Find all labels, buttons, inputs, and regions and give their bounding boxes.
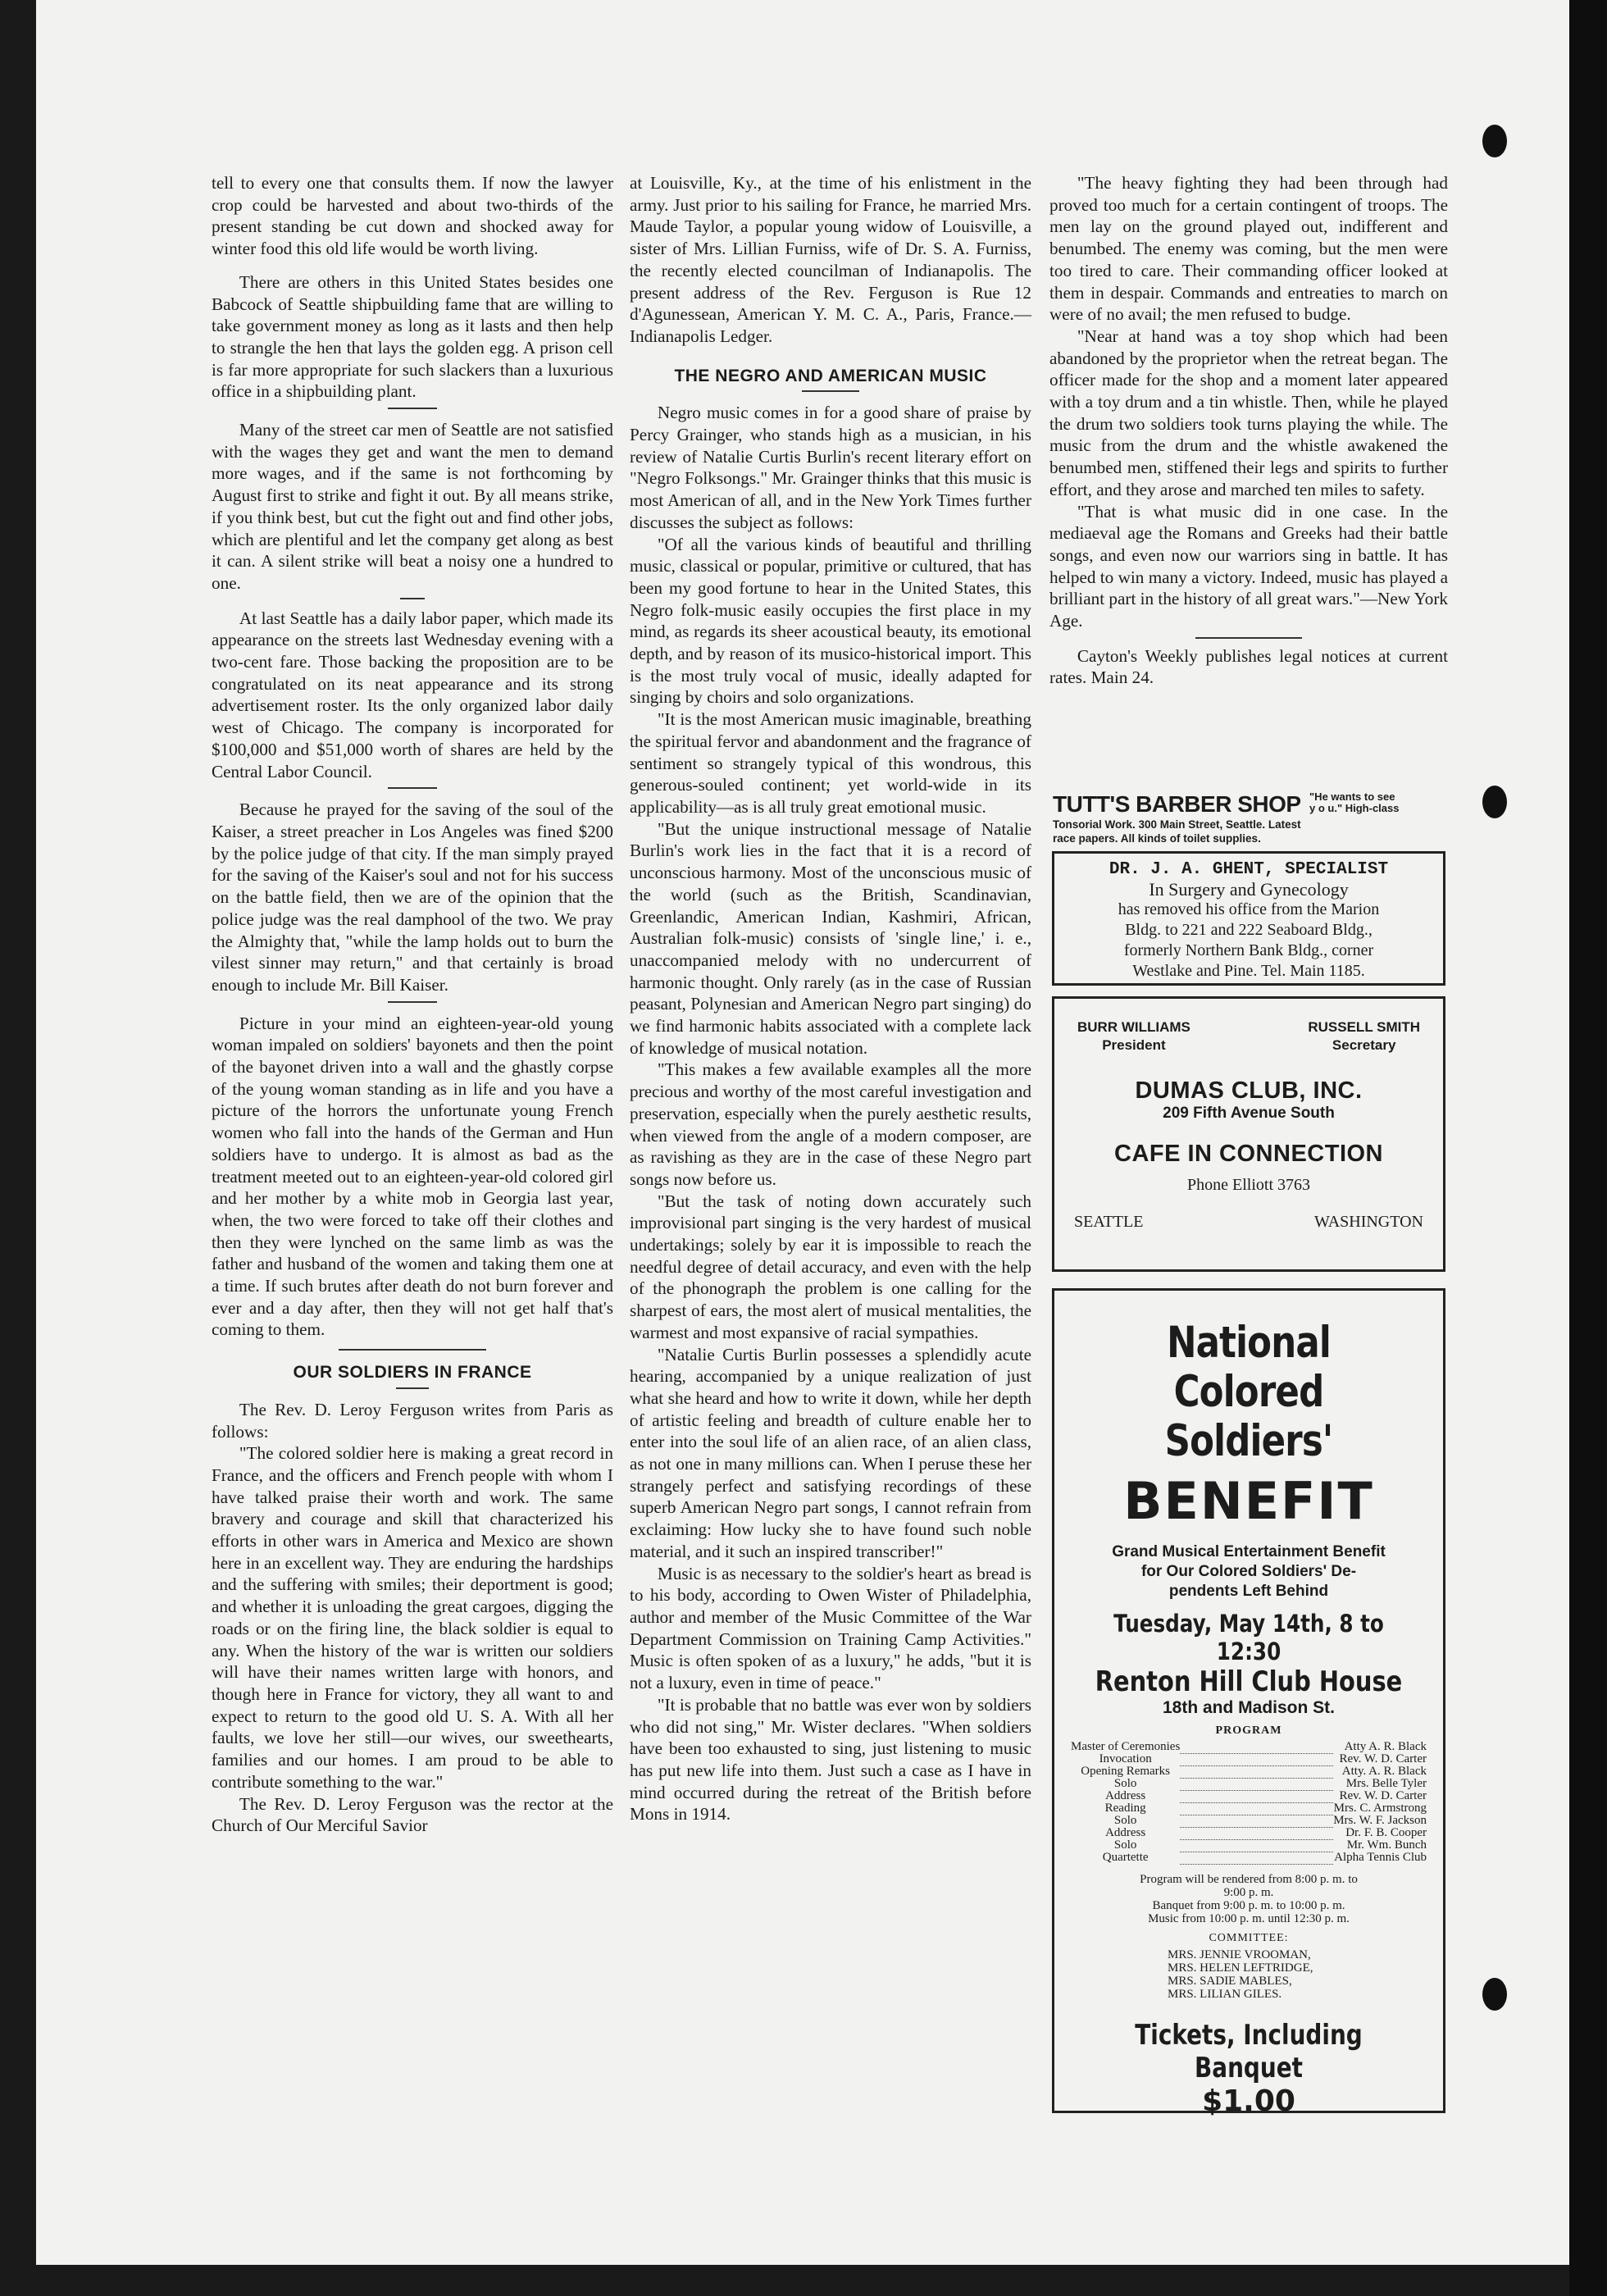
benefit-venue: Renton Hill Club House — [1095, 1665, 1403, 1698]
article-paragraph: "This makes a few available examples all the more precious and worthy of the most careful investigation and preservation, especially when the purely aesthetic results, when viewed from the angle of a modern composer, are as ravishing as they are in the case of these Negro part songs now before us. — [630, 1059, 1031, 1189]
benefit-title: Soldiers' — [1164, 1416, 1333, 1466]
committee-member: MRS. JENNIE VROOMAN, — [1168, 1947, 1311, 1961]
separator-rule — [1195, 637, 1302, 639]
article-paragraph: "But the task of noting down accurately such improvisional part singing is the very hardest of musical undertakings; solely by ear it is impossible to reach the needful degree of detail accuracy, and even with the help of the phonograph the problem is one calling for the sharpest of ears, the most alert of musical mentalities, the warmest and most expansive of racial sympathies. — [630, 1191, 1031, 1342]
article-paragraph: "It is the most American music imaginable, breathing the spiritual fervor and abandonment and the fragrance of sentiment so strangely typical of this wondrous, this generous-souled continent; yet world-wide in its applicability—as is all truly great emotional music. — [630, 709, 1031, 817]
program-leader-dots — [1180, 1827, 1333, 1839]
article-paragraph: "Near at hand was a toy shop which had been abandoned by the proprietor when the retreat began. The officer made for the shop and a moment later appeared with a toy drum and a tin whistle. Then, while he played the drum two soldiers took turns playing the while. The music from the drum and the whistle awakened the benumbed men, stiffened their legs and spirits to further effort, and they arose and marched ten miles to safety. — [1049, 326, 1448, 499]
ad-text: has removed his office from the Marion — [1118, 900, 1380, 918]
program-leader-dots — [1180, 1839, 1333, 1852]
program-table — [1071, 1741, 1427, 1865]
club-address: 209 Fifth Avenue South — [1163, 1105, 1335, 1122]
program-row — [1071, 1765, 1427, 1778]
punch-hole — [1482, 125, 1507, 157]
article-paragraph: "Natalie Curtis Burlin possesses a splendidly acute hearing, accompanied by a unique realization of just what she heard and how to write it down, while her depth of artistic feeling and breadth of culture enable her to enter into the soul life of an alien race, of an alien class, as not one in many millions can. When I peruse these her strangely perfect and satisfying recordings of these superb American Negro part songs, I cannot refrain from exclaiming: How lucky she to have found such noble material, and it such an inspired transcriber!" — [630, 1344, 1031, 1561]
ad-text: formerly Northern Bank Bldg., corner — [1123, 941, 1374, 959]
column-1 — [212, 172, 613, 1837]
program-row — [1071, 1839, 1427, 1852]
program-row — [1071, 1790, 1427, 1802]
program-performer: Rev. W. D. Carter — [1339, 1789, 1427, 1802]
benefit-venue-address: 18th and Madison St. — [1162, 1698, 1336, 1717]
program-performer: Mrs. W. F. Jackson — [1333, 1814, 1427, 1827]
benefit-description: Grand Musical Entertainment Benefit — [1112, 1543, 1386, 1560]
barber-shop-ad — [1053, 791, 1450, 845]
ad-title: DR. J. A. GHENT, SPECIALIST — [1109, 860, 1389, 879]
program-leader-dots — [1180, 1815, 1333, 1827]
article-paragraph: "That is what music did in one case. In the mediaeval age the Romans and Greeks had their battle songs, and even now our warriors sing in battle. It has helped to win many a victory. Indeed, music has played a brilliant part in the history of all great wars."—New York Age. — [1049, 501, 1448, 631]
ad-slogan-line: "He wants to see — [1309, 790, 1395, 803]
article-paragraph: The Rev. D. Leroy Ferguson writes from Paris as follows: — [212, 1399, 613, 1442]
program-row — [1071, 1778, 1427, 1790]
punch-hole — [1482, 786, 1507, 818]
program-item: Reading — [1104, 1802, 1146, 1815]
program-leader-dots — [1180, 1778, 1333, 1790]
program-row — [1071, 1827, 1427, 1839]
committee-label: COMMITTEE: — [1209, 1931, 1289, 1944]
times-line: Banquet from 9:00 p. m. to 10:00 p. m. — [1152, 1898, 1345, 1912]
scan-edge — [1569, 0, 1607, 2296]
program-row — [1071, 1815, 1427, 1827]
program-performer: Rev. W. D. Carter — [1339, 1752, 1427, 1765]
officer-title: President — [1102, 1037, 1166, 1053]
ticket-price: $1.00 — [1202, 2084, 1295, 2118]
program-performer: Mr. Wm. Bunch — [1346, 1838, 1427, 1852]
program-performer: Atty. A. R. Black — [1341, 1765, 1427, 1778]
program-leader-dots — [1180, 1741, 1333, 1753]
ad-text: Westlake and Pine. Tel. Main 1185. — [1132, 962, 1365, 980]
article-paragraph: "The colored soldier here is making a great record in France, and the officers and French people with whom I have talked praise their worth and work. The same bravery and courage and skill that characterized his efforts in other wars in America and Mexico are shown here in an excellent way. They are enduring the hardships and the suffering with smiles; their deportment is good; and whether it is unloading the great cargoes, digging the roads or on the firing line, the black soldier is equal to any. When the history of the war is written our soldiers will have their names written large with honors, and though here in France for victory, they all want to and expect to return to the good old U. S. A. With all her faults, we love her still—our wives, our sweethearts, families and our homes. I am proud to be able to contribute something to the war." — [212, 1443, 613, 1792]
times-line: Music from 10:00 p. m. until 12:30 p. m. — [1148, 1911, 1350, 1925]
heading-rule — [396, 1387, 429, 1389]
program-item: Address — [1105, 1826, 1146, 1839]
column-3 — [1049, 172, 1448, 689]
times-line: 9:00 p. m. — [1223, 1885, 1274, 1899]
program-item: Invocation — [1099, 1752, 1152, 1765]
ad-slogan-line: y o u." High-class — [1309, 802, 1400, 814]
ad-text: Bldg. to 221 and 222 Seaboard Bldg., — [1125, 921, 1373, 939]
program-label: PROGRAM — [1215, 1724, 1282, 1737]
section-heading: OUR SOLDIERS IN FRANCE — [293, 1363, 532, 1383]
article-paragraph: "But the unique instructional message of Natalie Burlin's work lies in the fact that it is a record of unconscious harmony. Most of the unconscious music of the world (such as the British, Scandinavian, Greenlandic, American Indian, Kashmiri, African, Australian folk-music) consists of 'single line,' i. e., unaccompanied melody with no undercurrent of harmonic thought. Only rarely (as in the case of Russian peasant, Polynesian and American Negro part singing) do we find harmonic habits associated with a complete lack of knowledge of musical notation. — [630, 818, 1031, 1058]
article-paragraph: "Of all the various kinds of beautiful and thrilling music, classical or popular, primitive or cultured, that has been my good fortune to hear in the United States, this Negro folk-music easily occupies the first place in my mind, as regards its sheer acoustical beauty, its emotional depth, and by reason of its musico-historical import. This is the most truly vocal of music, ideally adapted for singing by choirs and solo organizations. — [630, 534, 1031, 708]
committee-list — [1054, 1948, 1443, 2001]
separator-rule — [339, 1349, 486, 1351]
committee-member: MRS. LILIAN GILES. — [1168, 1987, 1282, 2001]
times-line: Program will be rendered from 8:00 p. m. to — [1140, 1872, 1358, 1886]
program-row — [1071, 1852, 1427, 1864]
benefit-date: Tuesday, May 14th, 8 to 12:30 — [1113, 1610, 1384, 1665]
article-paragraph: "It is probable that no battle was ever won by soldiers who did not sing," Mr. Wister declares. "When soldiers have been too exhausted to sing, just listening to music has put new life into them. Just such a case as I have in mind occurred during the retreat of the British before Mons in 1914. — [630, 1694, 1031, 1824]
article-paragraph: tell to every one that consults them. If now the lawyer crop could be harvested and about two-thirds of the present standing be cut down and shocked away for winter food this old life would be worth living. — [212, 173, 613, 259]
club-city: SEATTLE — [1074, 1213, 1144, 1231]
program-performer: Dr. F. B. Cooper — [1345, 1826, 1427, 1839]
benefit-title: National Colored — [1167, 1318, 1331, 1417]
program-item: Solo — [1113, 1777, 1137, 1790]
heading-rule — [802, 390, 859, 392]
punch-hole — [1482, 1978, 1507, 2011]
committee-member: MRS. HELEN LEFTRIDGE, — [1168, 1961, 1313, 1975]
committee-member: MRS. SADIE MABLES, — [1168, 1974, 1292, 1988]
separator-rule — [400, 598, 425, 599]
program-times — [1054, 1873, 1443, 1925]
separator-rule — [388, 1001, 437, 1003]
program-performer: Alpha Tennis Club — [1334, 1851, 1427, 1864]
ad-slogan — [1309, 791, 1399, 814]
doctor-ad — [1052, 851, 1445, 986]
benefit-ad — [1052, 1288, 1445, 2118]
program-performer: Atty A. R. Black — [1344, 1740, 1427, 1753]
dumas-club-ad — [1052, 996, 1445, 1272]
program-leader-dots — [1180, 1753, 1333, 1765]
program-item: Opening Remarks — [1081, 1765, 1171, 1778]
tickets-label: Tickets, Including Banquet — [1135, 2018, 1363, 2084]
officer-name: BURR WILLIAMS — [1077, 1019, 1190, 1035]
article-paragraph: Negro music comes in for a good share of praise by Percy Grainger, who stands high as a musician, in his review of Natalie Curtis Burlin's recent literary effort on "Negro Folksongs." Mr. Grainger thinks that this music is most American of all, and in the New York Times further discusses the subject as follows: — [630, 403, 1031, 532]
club-state: WASHINGTON — [1314, 1213, 1423, 1231]
program-item: Quartette — [1102, 1851, 1149, 1864]
program-row — [1071, 1741, 1427, 1753]
program-performer: Mrs. Belle Tyler — [1345, 1777, 1427, 1790]
article-paragraph: Many of the street car men of Seattle are not satisfied with the wages they get and want the men to demand more wages, and if the same is not forthcoming by August first to strike and fight it out. By all means strike, if you think best, but cut the fight out and find other jobs, which are plentiful and let the company get along as best it can. A silent strike will beat a noisy one a hundred to one. — [212, 420, 613, 593]
ad-text: race papers. All kinds of toilet supplies. — [1053, 832, 1261, 845]
article-paragraph: Because he prayed for the saving of the soul of the Kaiser, a street preacher in Los Angeles was fined $200 by the police judge of that city. If the man simply prayed for the saving of the Kaiser's soul and not for his success on the battle field, then we are of the opinion that the police judge was the real damphool of the two. We pray the Almighty that, "while the lamp holds out to burn the vilest sinner may return," and that certainly is broad enough to include Mr. Bill Kaiser. — [212, 800, 613, 995]
officer-president — [1077, 1018, 1190, 1055]
benefit-headline: BENEFIT — [1123, 1471, 1374, 1531]
program-item: Master of Ceremonies — [1071, 1740, 1181, 1753]
article-paragraph: At last Seattle has a daily labor paper, which made its appearance on the streets last Wednesday evening with a two-cent fare. Those backing the proposition are to be congratulated on its neat appearance and its strong advertisement roster. Its the only organized labor daily west of Chicago. The company is incorporated for $100,000 and $51,000 worth of shares are held by the Central Labor Council. — [212, 608, 613, 781]
benefit-description: pendents Left Behind — [1168, 1583, 1329, 1600]
cafe-label: CAFE IN CONNECTION — [1114, 1141, 1383, 1167]
benefit-description: for Our Colored Soldiers' De- — [1140, 1563, 1357, 1580]
ad-text: Tonsorial Work. 300 Main Street, Seattle. Latest — [1053, 818, 1301, 831]
article-paragraph: "The heavy fighting they had been through had proved too much for a certain contingent of troops. The men lay on the ground played out, indifferent and benumbed. The enemy was coming, but the men were too tired to care. Their commanding officer looked at them in despair. Commands and entreaties to march on were of no avail; the men refused to budge. — [1049, 173, 1448, 325]
program-row — [1071, 1753, 1427, 1765]
program-leader-dots — [1180, 1852, 1333, 1864]
program-item: Address — [1105, 1789, 1146, 1802]
program-performer: Mrs. C. Armstrong — [1333, 1802, 1427, 1815]
program-item: Solo — [1113, 1814, 1137, 1827]
article-paragraph: There are others in this United States besides one Babcock of Seattle shipbuilding fame that are willing to take government money as long as it lasts and then help to strangle the hen that lays the golden egg. A prison cell is far more appropriate for such slackers than a luxurious office in a shipbuilding plant. — [212, 271, 613, 402]
program-item: Solo — [1113, 1838, 1137, 1852]
club-name: DUMAS CLUB, INC. — [1135, 1077, 1363, 1104]
club-phone: Phone Elliott 3763 — [1187, 1176, 1310, 1194]
officer-name: RUSSELL SMITH — [1308, 1019, 1420, 1035]
program-row — [1071, 1802, 1427, 1815]
article-paragraph: Music is as necessary to the soldier's heart as bread is to his body, according to Owen Wister of Philadelphia, author and member of the Music Committee of the War Department Commission on Training Camp Activities." Music is often spoken of as a luxury," he adds, "but it is not a luxury, even in time of peace." — [630, 1563, 1031, 1693]
program-leader-dots — [1180, 1765, 1333, 1778]
section-heading: THE NEGRO AND AMERICAN MUSIC — [674, 366, 987, 385]
article-paragraph: at Louisville, Ky., at the time of his enlistment in the army. Just prior to his sailing for France, he married Mrs. Maude Taylor, a popular young widow of Louisville, a sister of Mrs. Lillian Furniss, wife of Dr. S. A. Furniss, the recently elected councilman of Indianapolis. The present address of the Rev. Ferguson is Rue 12 d'Agunessean, American Y. M. C. A., Paris, France.—Indianapolis Ledger. — [630, 173, 1031, 346]
column-2 — [630, 172, 1031, 1825]
article-paragraph: The Rev. D. Leroy Ferguson was the rector at the Church of Our Merciful Savior — [212, 1793, 613, 1836]
officer-secretary — [1308, 1018, 1420, 1055]
separator-rule — [388, 408, 437, 409]
article-paragraph: Picture in your mind an eighteen-year-old young woman impaled on soldiers' bayonets and then the point of the bayonet driven into a wall and the ghastly corpse of the young woman standing as in life and you have a picture of the horrors the unfortunate young French women who fall into the hands of the German and Hun soldiers have to undergo. It is almost as bad as the treatment meeted out to an eighteen-year-old colored girl and her mother by a white mob in Georgia last year, when, the two were forced to take off their clothes and then they were lynched on the same limb as was the father and husband of the women and taking them one at a time. If such brutes after death do not burn forever and ever and a day after, then they will not get half that's coming to them. — [212, 1013, 613, 1340]
ad-title: TUTT'S BARBER SHOP — [1053, 791, 1301, 817]
program-leader-dots — [1180, 1802, 1333, 1815]
program-leader-dots — [1180, 1790, 1333, 1802]
separator-rule — [388, 787, 437, 789]
notice-paragraph: Cayton's Weekly publishes legal notices at current rates. Main 24. — [1049, 645, 1448, 688]
officer-title: Secretary — [1332, 1037, 1396, 1053]
ad-specialty: In Surgery and Gynecology — [1149, 879, 1349, 900]
